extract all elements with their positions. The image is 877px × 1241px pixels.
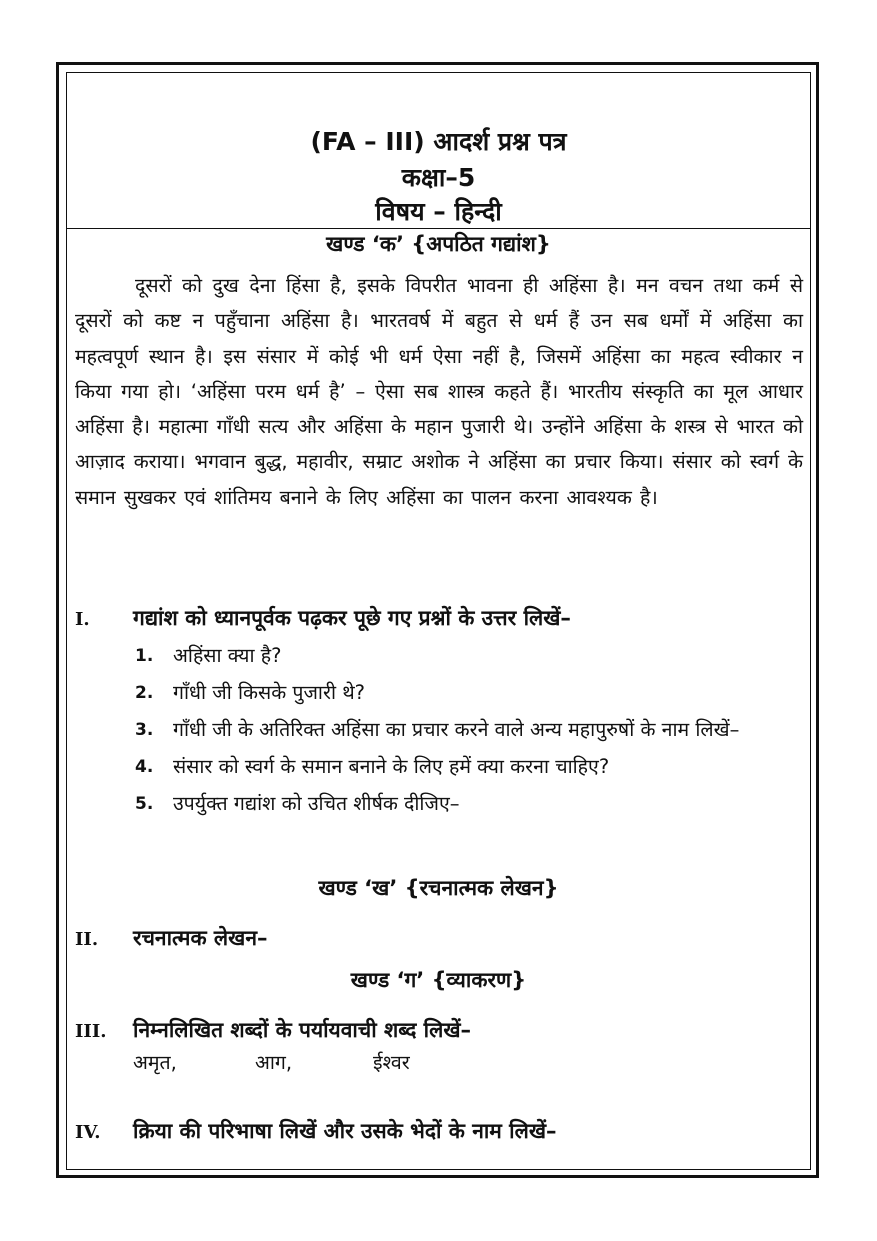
list-item bbox=[133, 749, 805, 784]
synonym-word-list bbox=[133, 1048, 410, 1075]
sub-question-number: 5. bbox=[135, 794, 154, 814]
word-item: अमृत, bbox=[133, 1051, 177, 1074]
sub-question-text: गाँधी जी किसके पुजारी थे? bbox=[173, 681, 366, 704]
section-b-heading: खण्ड ‘ख’ {रचनात्मक लेखन} bbox=[318, 876, 559, 900]
question-number: III. bbox=[75, 1021, 107, 1042]
list-item bbox=[133, 786, 805, 821]
question-text: क्रिया की परिभाषा लिखें और उसके भेदों के नाम लिखें– bbox=[133, 1119, 557, 1143]
sub-question-number: 1. bbox=[135, 646, 154, 666]
unseen-passage: दूसरों को दुख देना हिंसा है, इसके विपरीत भावना ही अहिंसा है। मन वचन तथा कर्म से दूसरों को कष्ट न पहुँचाना अहिंसा है। भारतवर्ष में बहुत से धर्म हैं उन सब धर्मों में अहिंसा का महत्वपूर्ण स्थान है। इस संसार में कोई भी धर्म ऐसा नहीं है, जिसमें अहिंसा का महत्व स्वीकार न किया गया हो। ‘अहिंसा परम धर्म है’ – ऐसा सब शास्त्र कहते हैं। भारतीय संस्कृति का मूल आधार अहिंसा है। महात्मा गाँधी सत्य और अहिंसा के महान पुजारी थे। उन्होंने अहिंसा के शस्त्र से भारत को आज़ाद कराया। भगवान बुद्ध, महावीर, सम्राट अशोक ने अहिंसा का प्रचार किया। संसार को स्वर्ग के समान सुखकर एवं शांतिमय बनाने के लिए अहिंसा का पालन करना आवश्यक है। bbox=[75, 274, 803, 509]
question-text: गद्यांश को ध्यानपूर्वक पढ़कर पूछे गए प्रश्नों के उत्तर लिखें– bbox=[133, 606, 571, 630]
sub-question-text: उपर्युक्त गद्यांश को उचित शीर्षक दीजिए– bbox=[173, 792, 460, 815]
question-text: निम्नलिखित शब्दों के पर्यायवाची शब्द लिखें– bbox=[133, 1018, 472, 1042]
sub-question-number: 4. bbox=[135, 757, 154, 777]
list-item bbox=[133, 638, 805, 673]
word-item: ईश्वर bbox=[373, 1051, 410, 1074]
paper-title: (FA – III) आदर्श प्रश्न पत्र bbox=[310, 127, 567, 156]
sub-question-number: 2. bbox=[135, 683, 154, 703]
sub-question-text: संसार को स्वर्ग के समान बनाने के लिए हमें क्या करना चाहिए? bbox=[173, 755, 610, 778]
header-divider bbox=[66, 228, 811, 229]
sub-question-number: 3. bbox=[135, 720, 154, 740]
sub-question-list bbox=[133, 638, 805, 823]
class-label: कक्षा–5 bbox=[401, 163, 476, 192]
sub-question-text: गाँधी जी के अतिरिक्त अहिंसा का प्रचार करने वाले अन्य महापुरुषों के नाम लिखें– bbox=[173, 718, 740, 741]
subject-label: विषय – हिन्दी bbox=[375, 197, 502, 226]
sub-question-text: अहिंसा क्या है? bbox=[173, 644, 282, 667]
question-number: II. bbox=[75, 929, 99, 950]
word-item: आग, bbox=[255, 1051, 293, 1074]
question-number: IV. bbox=[75, 1122, 101, 1143]
list-item bbox=[133, 675, 805, 710]
section-a-heading: खण्ड ‘क’ {अपठित गद्यांश} bbox=[326, 232, 551, 256]
question-text: रचनात्मक लेखन– bbox=[133, 926, 268, 950]
list-item bbox=[133, 712, 805, 747]
question-number: I. bbox=[75, 609, 90, 630]
section-c-heading: खण्ड ‘ग’ {व्याकरण} bbox=[350, 968, 527, 992]
